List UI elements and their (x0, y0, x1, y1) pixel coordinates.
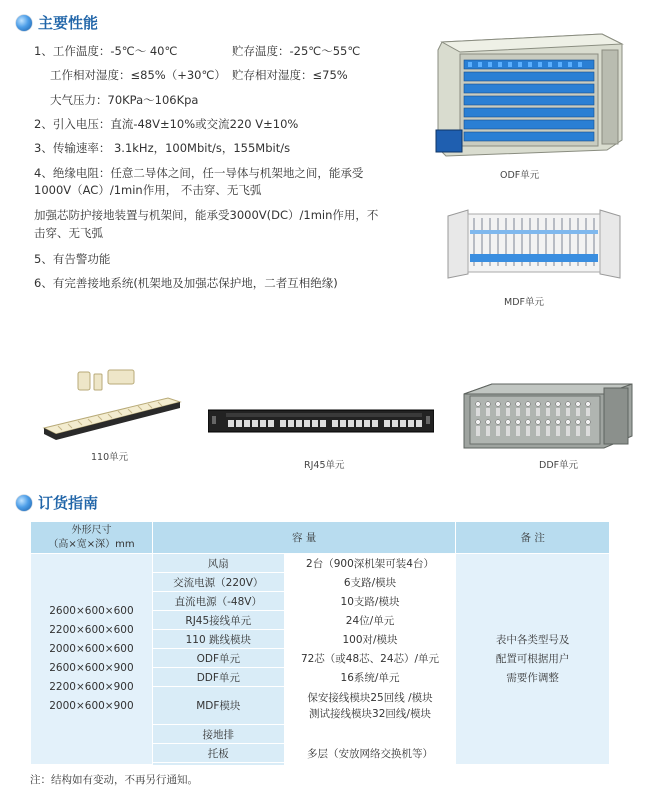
size-item: 2000×600×600 (49, 643, 134, 655)
ddf-unit-image (462, 382, 634, 452)
order-table (30, 521, 610, 765)
caption-odf: ODF单元 (500, 170, 540, 181)
capacity-name: RJ45接线单元 (152, 611, 284, 630)
capacity-value: 2台（900深机架可装4台） (284, 554, 456, 573)
capacity-value: 100对/模块 (284, 630, 456, 649)
spec-line: 1、工作温度：-5℃～ 40℃ (34, 44, 178, 58)
capacity-value (284, 763, 456, 765)
capacity-name: 托板 (152, 744, 284, 763)
size-item: 2600×600×900 (49, 662, 134, 674)
spec-line: 大气压力：70KPa～106Kpa (50, 93, 199, 107)
size-item: 2200×600×600 (49, 624, 134, 636)
blue-ball-icon (16, 495, 32, 511)
section-title-text: 订货指南 (38, 494, 99, 512)
capacity-value: 多层（安放网络交换机等） (284, 744, 456, 763)
capacity-value-line: 保安接线模块25回线 /模块 (307, 691, 433, 704)
capacity-name: 交流电源（220V） (152, 573, 284, 592)
capacity-value (284, 725, 456, 744)
capacity-value: 10支路/模块 (284, 592, 456, 611)
section-title-ordering (16, 492, 98, 513)
spec-line: 3、传输速率： 3.1kHz，100Mbit/s，155Mbit/s (34, 141, 291, 155)
spec-line: 4、绝缘电阻：任意二导体之间，任一导体与机架地之间，能承受 (34, 166, 364, 180)
spec-line: 2、引入电压：直流-48V±10%或交流220 V±10% (34, 117, 299, 131)
header-size: 外形尺寸 （高×宽×深）mm (31, 522, 153, 554)
capacity-value: 24位/单元 (284, 611, 456, 630)
blue-ball-icon (16, 15, 32, 31)
odf-unit-image (432, 30, 627, 160)
spec-line: 贮存温度：-25℃～55℃ (232, 44, 361, 58)
spec-line: 加强芯防护接地装置与机架间，能承受3000V(DC）/1min作用，不 (34, 208, 379, 222)
capacity-value: 72芯（或48芯、24芯）/单元 (284, 649, 456, 668)
size-item: 2200×600×900 (49, 681, 134, 693)
capacity-name: 直流电源（-48V） (152, 592, 284, 611)
spec-line: 5、有告警功能 (34, 252, 111, 266)
caption-rj45: RJ45单元 (304, 460, 345, 471)
capacity-name (152, 763, 284, 765)
header-capacity: 容 量 (152, 522, 455, 554)
capacity-value: 16系统/单元 (284, 668, 456, 687)
capacity-name: 110 跳线模块 (152, 630, 284, 649)
note-cell: 表中各类型号及 配置可根据用户 需要作调整 (456, 554, 610, 765)
section-title-text: 主要性能 (38, 14, 99, 32)
size-item: 2000×600×900 (49, 700, 134, 712)
capacity-name: MDF模块 (152, 687, 284, 725)
capacity-name: 风扇 (152, 554, 284, 573)
table-row (31, 554, 610, 573)
header-note: 备 注 (456, 522, 610, 554)
mdf-unit-image (444, 208, 624, 280)
rj45-unit-image (208, 408, 434, 434)
caption-ddf: DDF单元 (539, 460, 579, 471)
capacity-name: ODF单元 (152, 649, 284, 668)
section-title-performance (16, 12, 98, 33)
unit-110-image (38, 368, 188, 440)
table-header-row (31, 522, 610, 554)
caption-mdf: MDF单元 (504, 297, 544, 308)
spec-line: 击穿、无飞弧 (34, 226, 103, 240)
footnote: 注：结构如有变动，不再另行通知。 (30, 774, 198, 786)
spec-line: 6、有完善接地系统(机架地及加强芯保护地，二者互相绝缘) (34, 276, 338, 290)
capacity-value-line: 测试接线模块32回线/模块 (309, 707, 431, 720)
size-list (31, 554, 153, 765)
spec-line: 1000V（AC）/1min作用， 不击穿、无飞弧 (34, 183, 262, 197)
spec-line: 贮存相对湿度：≤75% (232, 68, 348, 82)
capacity-value (284, 687, 456, 725)
capacity-value: 6支路/模块 (284, 573, 456, 592)
spec-line: 工作相对湿度：≤85%（+30℃） (50, 68, 226, 82)
capacity-name: 接地排 (152, 725, 284, 744)
size-item: 2600×600×600 (49, 605, 134, 617)
caption-110: 110单元 (91, 452, 129, 463)
capacity-name: DDF单元 (152, 668, 284, 687)
